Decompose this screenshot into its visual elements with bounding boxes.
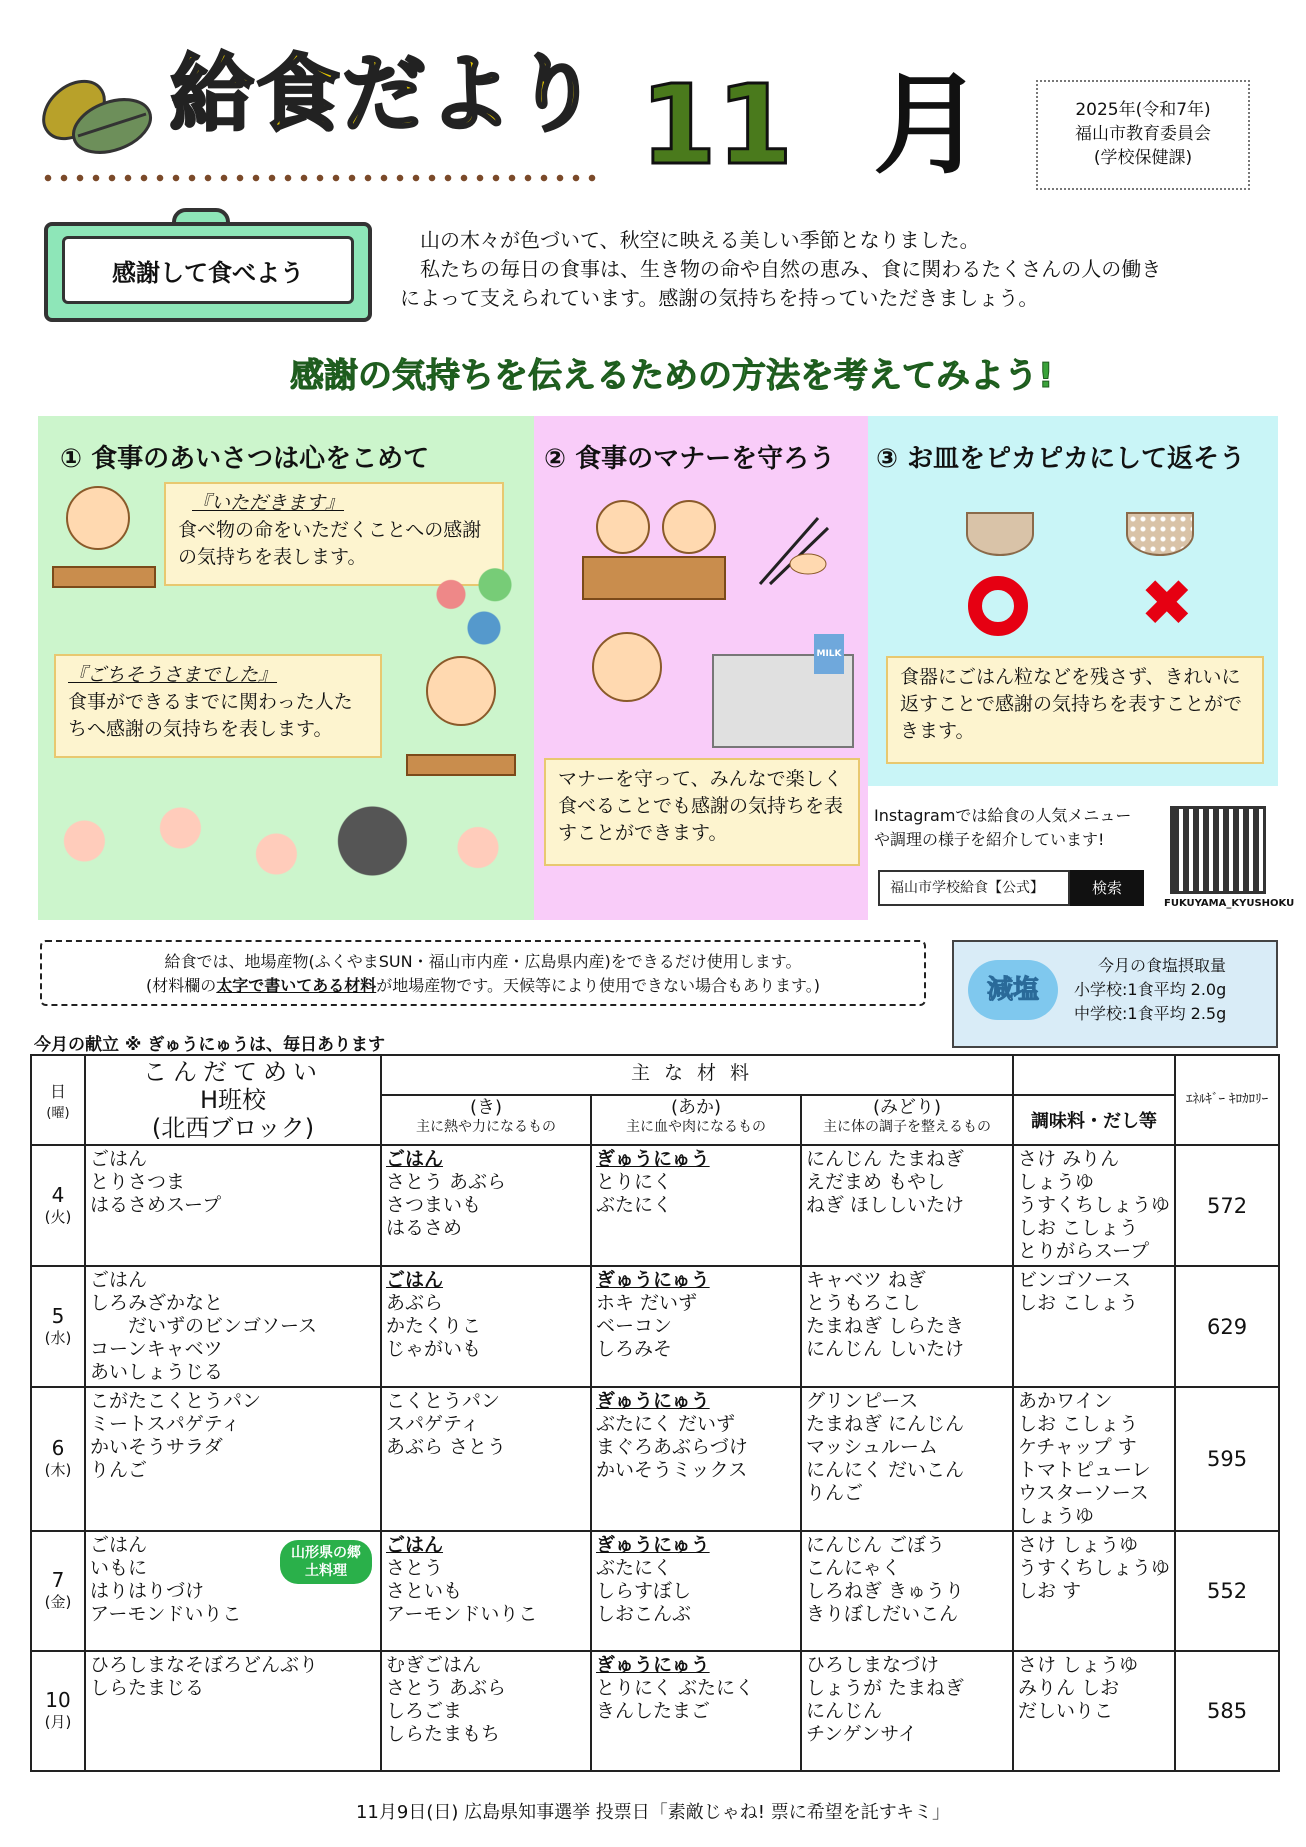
intro-text [400, 226, 1250, 313]
ingredients-aka: ぎゅうにゅう とりにく ぶたにく [591, 1145, 801, 1266]
menu-row [31, 1145, 1279, 1266]
ingredients-ki: むぎごはん さとう あぶら しろごま しらたまもち [381, 1651, 591, 1771]
ingredients-midori: グリンピース たまねぎ にんじん マッシュルーム にんにく だいこん りんご [801, 1387, 1013, 1531]
publish-year: 2025年(令和7年) [1075, 100, 1211, 120]
correct-circle-icon [968, 576, 1028, 636]
food-workers-illustration-icon [46, 776, 526, 906]
salt-title: 今月の食塩摂取量 [1098, 956, 1227, 975]
ingredients-seas: ビンゴソース しお こしょう [1013, 1266, 1175, 1387]
girl-thanks-illustration-icon [426, 656, 496, 726]
panel-manners [534, 416, 868, 920]
instagram-line-2: や調理の様子を紹介しています! [874, 830, 1105, 849]
girl-illustration-icon [66, 486, 130, 550]
menu-day: 7 (金) [31, 1531, 85, 1651]
itadakimasu-heading: 『いただきます』 [192, 492, 345, 514]
menu-kcal: 629 [1175, 1266, 1279, 1387]
meal-tray-2-icon [406, 754, 516, 776]
ingredients-aka: ぎゅうにゅう ホキ だいず ベーコン しろみそ [591, 1266, 801, 1387]
boy-eating-illustration-icon [592, 632, 662, 702]
intro-line-2: 私たちの毎日の食事は、生き物の命や自然の恵み、食に関わるたくさんの人の働き [420, 257, 1162, 281]
header-midori: (みどり) 主に体の調子を整えるもの [801, 1095, 1013, 1145]
election-footer: 11月9日(日) 広島県知事選挙 投票日「素敵じゃね! 票に希望を託すキミ」 [355, 1802, 951, 1823]
itadakimasu-body: 食べ物の命をいただくことへの感謝の気持ちを表します。 [178, 519, 482, 568]
menu-row [31, 1266, 1279, 1387]
ingredients-seas: さけ みりん しょうゆ うすくちしょうゆ しお こしょう とりがらスープ [1013, 1145, 1175, 1266]
instagram-text [874, 804, 1131, 852]
wrong-cross-icon: ✖ [1140, 567, 1194, 641]
meal-tray-icon [52, 566, 156, 588]
ingredients-midori: にんじん たまねぎ えだまめ もやし ねぎ ほししいたけ [801, 1145, 1013, 1266]
salt-junior: 中学校:1食平均 2.5g [1074, 1004, 1227, 1023]
ingredients-midori: にんじん ごぼう こんにゃく しろねぎ きゅうり きりぼしだいこん [801, 1531, 1013, 1651]
local-line-2: (材料欄の太字で書いてある材料が地場産物です。天候等により使用できない場合もあります。) [146, 976, 820, 995]
menu-day: 5 (水) [31, 1266, 85, 1387]
gochisou-note [54, 654, 382, 758]
menu-row [31, 1387, 1279, 1531]
ingredients-seas: さけ しょうゆ うすくちしょうゆ しお す [1013, 1531, 1175, 1651]
newsletter-title: 給食だより [170, 45, 601, 143]
gochisou-heading: 『ごちそうさまでした』 [68, 664, 278, 686]
header-menu-name: こんだてめい H班校 (北西ブロック) [85, 1055, 381, 1145]
publisher-org: 福山市教育委員会 [1075, 124, 1211, 144]
local-produce-note [40, 940, 926, 1006]
ingredients-seas: さけ しょうゆ みりん しお だしいりこ [1013, 1651, 1175, 1771]
qr-code-icon[interactable] [1170, 806, 1266, 894]
salt-elementary: 小学校:1食平均 2.0g [1074, 980, 1227, 999]
dirty-bowl-icon [1126, 512, 1194, 556]
header-ki: (き) 主に熱や力になるもの [381, 1095, 591, 1145]
ingredients-aka: ぎゅうにゅう ぶたにく だいず まぐろあぶらづけ かいそうミックス [591, 1387, 801, 1531]
clean-plate-note: 食器にごはん粒などを残さず、きれいに返すことで感謝の気持ちを表すことができます。 [886, 656, 1264, 764]
ingredients-seas: あかワイン しお こしょう ケチャップ す トマトピューレ ウスターソース しょうゆ [1013, 1387, 1175, 1531]
panel-greetings [38, 416, 534, 920]
ingredients-aka: ぎゅうにゅう とりにく ぶたにく きんしたまご [591, 1651, 801, 1771]
header-aka: (あか) 主に血や肉になるもの [591, 1095, 801, 1145]
chopsticks-icon [756, 512, 832, 588]
publisher-dept: (学校保健課) [1093, 148, 1193, 168]
header-blank [1013, 1055, 1175, 1095]
panel-manners-title: ② 食事のマナーを守ろう [544, 444, 836, 474]
ingredients-midori: ひろしまなづけ しょうが たまねぎ にんじん チンゲンサイ [801, 1651, 1013, 1771]
ingredients-ki: ごはん さとう あぶら さつまいも はるさめ [381, 1145, 591, 1266]
menu-row [31, 1531, 1279, 1651]
reduced-salt-badge-icon: 減塩 [968, 960, 1058, 1020]
search-button[interactable]: 検索 [1070, 870, 1144, 906]
girl-illustration-2-icon [662, 500, 716, 554]
clipboard-label: 感謝して食べよう [62, 236, 354, 304]
panel-greetings-title: ① 食事のあいさつは心をこめて [60, 444, 430, 474]
ingredients-aka: ぎゅうにゅう ぶたにく しらすぼし しおこんぶ [591, 1531, 801, 1651]
clipboard-heading [44, 222, 372, 322]
manners-note: マナーを守って、みんなで楽しく食べることでも感謝の気持ちを表すことができます。 [544, 758, 860, 866]
menu-row [31, 1651, 1279, 1771]
menu-dishes: ひろしまなそぼろどんぶり しらたまじる [85, 1651, 381, 1771]
header-day: 日 (曜) [31, 1055, 85, 1145]
qr-label: FUKUYAMA_KYUSHOKU [1164, 898, 1295, 909]
salt-intake-box [952, 940, 1278, 1048]
menu-day: 10 (月) [31, 1651, 85, 1771]
gochisou-body: 食事ができるまでに関わった人たちへ感謝の気持ちを表します。 [68, 691, 353, 740]
month-number: 11 [640, 61, 794, 189]
menu-table [30, 1054, 1280, 1772]
milk-carton-icon: MILK [814, 634, 844, 674]
panel-clean-plate-title: ③ お皿をピカピカにして返そう [876, 444, 1246, 474]
menu-day: 6 (木) [31, 1387, 85, 1531]
intro-line-1: 山の木々が色づいて、秋空に映える美しい季節となりました。 [420, 228, 980, 252]
menu-dishes: ごはん とりさつま はるさめスープ [85, 1145, 381, 1266]
panel-clean-plate [868, 416, 1278, 786]
menu-kcal: 552 [1175, 1531, 1279, 1651]
ingredients-illustration-icon [418, 556, 528, 652]
local-line-1: 給食では、地場産物(ふくやまSUN・福山市内産・広島県内産)をできるだけ使用します。 [164, 952, 802, 971]
menu-dishes: ごはん しろみざかなと だいずのビンゴソース コーンキャベツ あいしょうじる [85, 1266, 381, 1387]
instagram-line-1: Instagramでは給食の人気メニュー [874, 806, 1132, 825]
instagram-promo [868, 786, 1295, 920]
menu-kcal: 595 [1175, 1387, 1279, 1531]
salt-text [1074, 954, 1226, 1026]
meal-trays-icon [582, 556, 726, 600]
header-energy: ｴﾈﾙｷﾞｰ ｷﾛｶﾛﾘｰ [1175, 1055, 1279, 1145]
ingredients-midori: キャベツ ねぎ とうもろこし たまねぎ しらたき にんじん しいたけ [801, 1266, 1013, 1387]
boy-illustration-icon [596, 500, 650, 554]
local-cuisine-tag: 山形県の郷土料理 [280, 1540, 372, 1584]
instagram-search-box[interactable]: 福山市学校給食【公式】 [878, 870, 1070, 906]
header-main-ingredients: 主な材料 [381, 1055, 1013, 1095]
section-headline: 感謝の気持ちを伝えるための方法を考えてみよう! [290, 356, 1054, 396]
menu-caption: 今月の献立 ※ ぎゅうにゅうは、毎日あります [34, 1035, 386, 1055]
clean-bowl-icon [966, 512, 1034, 556]
month-kanji: 月 [873, 61, 984, 189]
intro-line-3: によって支えられています。感謝の気持ちを持っていただきましょう。 [400, 286, 1039, 310]
leaf-icon [34, 70, 154, 160]
header-seasoning: 調味料・だし等 [1013, 1095, 1175, 1145]
menu-kcal: 572 [1175, 1145, 1279, 1266]
month-label [640, 61, 984, 189]
publisher-box [1036, 80, 1250, 190]
menu-day: 4 (火) [31, 1145, 85, 1266]
menu-dishes: こがたこくとうパン ミートスパゲティ かいそうサラダ りんご [85, 1387, 381, 1531]
menu-kcal: 585 [1175, 1651, 1279, 1771]
menu-dishes: ごはん いもに はりはりづけ アーモンドいりこ 山形県の郷土料理 [85, 1531, 381, 1651]
dotted-divider [40, 172, 600, 184]
ingredients-ki: ごはん さとう さといも アーモンドいりこ [381, 1531, 591, 1651]
ingredients-ki: こくとうパン スパゲティ あぶら さとう [381, 1387, 591, 1531]
ingredients-ki: ごはん あぶら かたくりこ じゃがいも [381, 1266, 591, 1387]
